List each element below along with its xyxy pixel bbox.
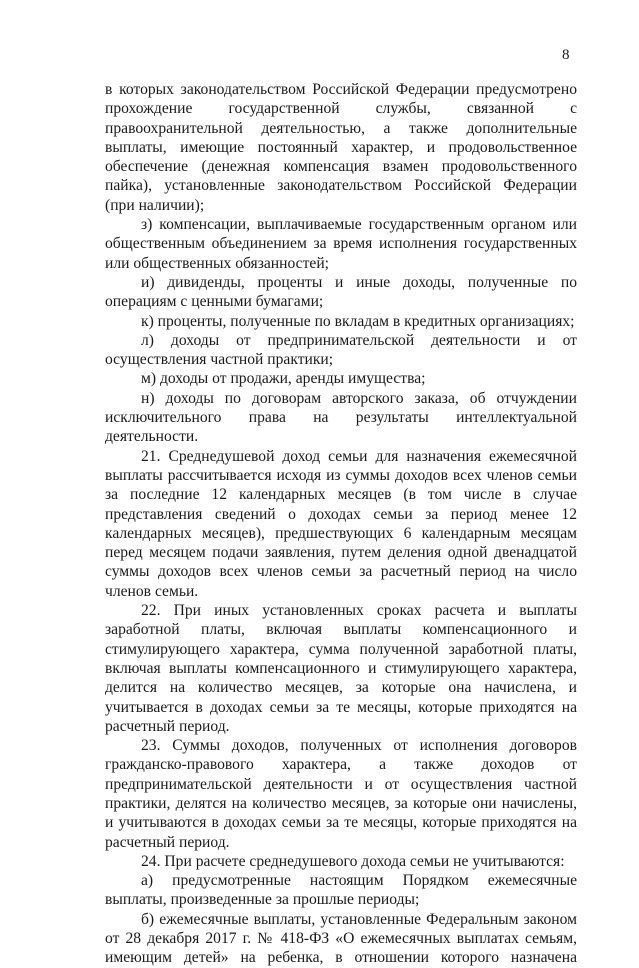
paragraph-item-b-federal-law-payments: б) ежемесячные выплаты, установленные Федеральным законом от 28 декабря 2017 г. № 418-ФЗ «О ежемесячных выплатах семьям, имеющим детей» на ребенка, в отношении которого назначена [105,910,577,967]
paragraph-item-z-compensations: з) компенсации, выплачиваемые государственным органом или общественным объединением за время исполнения государственных или общественных обязанностей; [105,216,577,272]
paragraph-item-m-property-income: м) доходы от продажи, аренды имущества; [141,370,426,388]
paragraph-section-21: 21. Среднедушевой доход семьи для назначения ежемесячной выплаты рассчитывается исходя из суммы доходов всех членов семьи за последние 12 календарных месяцев (в том числе в случае представления сведений о доходах семьи за период менее 12 календарных месяцев), предшествующих 6 календарным месяцам перед месяцем подачи заявления, путем деления одной двенадцатой суммы доходов всех членов семьи за расчетный период на число членов семьи. [105,447,577,600]
page-number: 8 [562,47,570,63]
paragraph-item-a-past-payments: а) предусмотренные настоящим Порядком ежемесячные выплаты, произведенные за прошлые периоды; [105,872,577,909]
paragraph-item-l-business-income: л) доходы от предпринимательской деятельности и от осуществления частной практики; [105,331,577,369]
paragraph-item-k-deposit-interest: к) проценты, полученные по вкладам в кредитных организациях; [141,312,575,330]
paragraph-section-23: 23. Суммы доходов, полученных от исполнения договоров гражданско-правового характера, а также доходов от предпринимательской деятельности и от осуществления частной практики, делятся на количество месяцев, за которые они начислены, и учитываются в доходах семьи за те месяцы, которые приходятся на расчетный период. [105,737,577,851]
paragraph-item-i-dividends: и) дивиденды, проценты и иные доходы, полученные по операциям с ценными бумагами; [105,273,577,311]
document-body [105,80,577,968]
paragraph-section-24: 24. При расчете среднедушевого дохода семьи не учитываются: [141,852,565,870]
paragraph-item-n-copyright-income: н) доходы по договорам авторского заказа, об отчуждении исключительного права на результаты интеллектуальной деятельности. [105,389,577,446]
paragraph-continuation-service-income: в которых законодательством Российской Федерации предусмотрено прохождение государственной службы, связанной с правоохранительной деятельностью, а также дополнительные выплаты, имеющие постоянный характер, и продовольственное обеспечение (денежная компенсация взамен продовольственного пайка), установленные законодательством Российской Федерации (при наличии); [105,81,577,214]
paragraph-section-22: 22. При иных установленных сроках расчета и выплаты заработной платы, включая выплаты компенсационного и стимулирующего характера, сумма полученной заработной платы, включая выплаты компенсационного и стимулирующего характера, делится на количество месяцев, за которые она начислена, и учитывается в доходах семьи за те месяцы, которые приходятся на расчетный период. [105,602,577,735]
